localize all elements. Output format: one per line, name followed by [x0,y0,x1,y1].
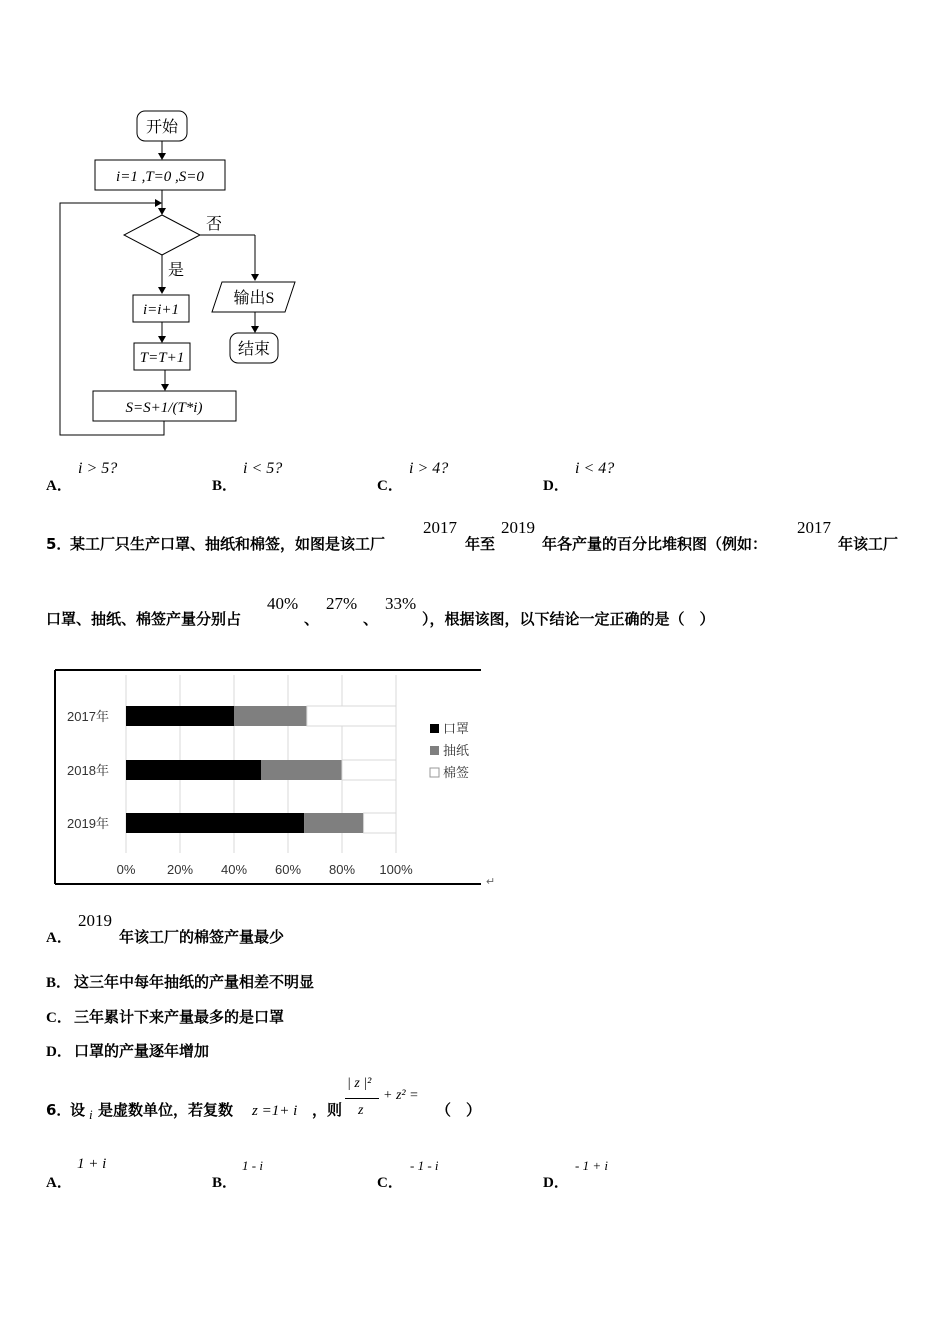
bar-segment-抽纸-2018年 [261,760,342,780]
q5-option-d-text: 口罩的产量逐年增加 [74,1042,210,1060]
q4-option-d-expr: i < 4? [575,460,615,477]
x-tick-label: 20% [166,862,194,877]
q6-frac-bar [345,1098,379,1099]
q6-frac-num: | z |² [347,1076,372,1091]
q4-option-c-expr: i > 4? [409,460,449,477]
bar-segment-棉签-2019年 [364,813,396,833]
q5-option-a-year: 2019 [78,911,112,930]
bar-segment-棉签-2018年 [342,760,396,780]
q6-option-a-letter: A． [46,1175,72,1191]
q6-option-a-expr: 1 + i [77,1156,107,1172]
q5-text-2a: 口罩、抽纸、棉签产量分别占 [46,610,242,628]
q6-number: 6． [46,1101,72,1119]
q4-option-a-expr: i > 5? [78,460,118,477]
q6-var-i: i [89,1107,93,1122]
q5-text-1a: 某工厂只生产口罩、抽纸和棉签，如图是该工厂 [70,535,386,553]
q5-option-a-text: 年该工厂的棉签产量最少 [119,928,285,946]
stacked-bar-chart [40,660,510,900]
return-mark: ↵ [486,876,496,888]
x-tick-label: 100% [379,862,413,877]
y-tick-label: 2019年 [67,816,109,831]
q6-option-d-expr: - 1 + i [575,1158,608,1173]
q4-option-b-letter: B． [212,478,238,494]
q5-year-c: 2017 [797,518,831,537]
q5-text-2b: ），根据该图，以下结论一定正确的是（ ） [422,610,715,628]
q6-text-c: ，则 [312,1101,343,1119]
bar-segment-口罩-2019年 [126,813,304,833]
q5-year-b: 2019 [501,518,535,537]
q5-text-1b: 年至 [465,535,496,553]
flowchart-yes-label: 是 [168,262,185,279]
bar-segment-口罩-2018年 [126,760,261,780]
q6-frac-den: z [358,1103,364,1118]
y-tick-label: 2018年 [67,763,109,778]
legend-label-抽纸: 抽纸 [443,743,470,758]
q5-option-a-letter: A． [46,930,72,946]
x-tick-label: 80% [328,862,356,877]
q6-plus-z2: + z² = [383,1088,419,1103]
flowchart-decision-node [124,215,200,255]
q5-option-b-text: 这三年中每年抽纸的产量相差不明显 [74,973,315,991]
q6-text-d: （ ） [436,1101,482,1119]
flowchart-step1-label: i=i+1 [142,302,180,318]
q6-option-b-expr: 1 - i [242,1158,263,1173]
x-tick-label: 60% [274,862,302,877]
flowchart [0,0,320,450]
q5-percent-swab: 33% [385,594,417,613]
bar-segment-口罩-2017年 [126,706,234,726]
q6-option-c-expr: - 1 - i [410,1158,439,1173]
flowchart-output-label: 输出S [233,290,275,307]
q5-sep-1: 、 [304,610,320,628]
q5-option-c-letter: C． [46,1010,72,1026]
legend-label-棉签: 棉签 [443,765,470,780]
q5-number: 5． [46,535,72,553]
q6-option-b-letter: B． [212,1175,238,1191]
q6-text-a: 设 [70,1101,86,1119]
bar-segment-抽纸-2019年 [304,813,363,833]
legend-swatch-抽纸 [430,746,439,755]
q5-text-1d: 年该工厂 [838,535,899,553]
x-tick-label: 0% [116,862,136,877]
q5-option-d-letter: D． [46,1044,72,1060]
q6-option-c-letter: C． [377,1175,403,1191]
flowchart-step3-label: S=S+1/(T*i) [125,400,203,416]
q5-sep-2: 、 [363,610,379,628]
bar-segment-抽纸-2017年 [234,706,307,726]
q5-option-c-text: 三年累计下来产量最多的是口罩 [74,1008,285,1026]
q4-option-d-letter: D． [543,478,569,494]
y-tick-label: 2017年 [67,709,109,724]
flowchart-start-label: 开始 [145,119,179,136]
q4-option-b-expr: i < 5? [243,460,283,477]
q6-z-def: z =1+ i [252,1103,298,1119]
q5-option-b-letter: B． [46,975,72,991]
q5-percent-tissue: 27% [326,594,358,613]
flowchart-end-label: 结束 [237,341,271,358]
q5-percent-mask: 40% [267,594,299,613]
x-tick-label: 40% [220,862,248,877]
bar-segment-棉签-2017年 [307,706,396,726]
q5-text-1c: 年各产量的百分比堆积图（例如： [542,535,768,553]
q5-year-a: 2017 [423,518,457,537]
flowchart-init-label: i=1 ,T=0 ,S=0 [116,169,204,185]
legend-swatch-口罩 [430,724,439,733]
legend-label-口罩: 口罩 [443,721,470,736]
flowchart-no-label: 否 [206,216,223,233]
flowchart-step2-label: T=T+1 [139,350,185,366]
q4-option-c-letter: C． [377,478,403,494]
legend-swatch-棉签 [430,768,439,777]
q4-option-a-letter: A． [46,478,72,494]
q6-option-d-letter: D． [543,1175,569,1191]
q6-text-b: 是虚数单位，若复数 [98,1101,234,1119]
